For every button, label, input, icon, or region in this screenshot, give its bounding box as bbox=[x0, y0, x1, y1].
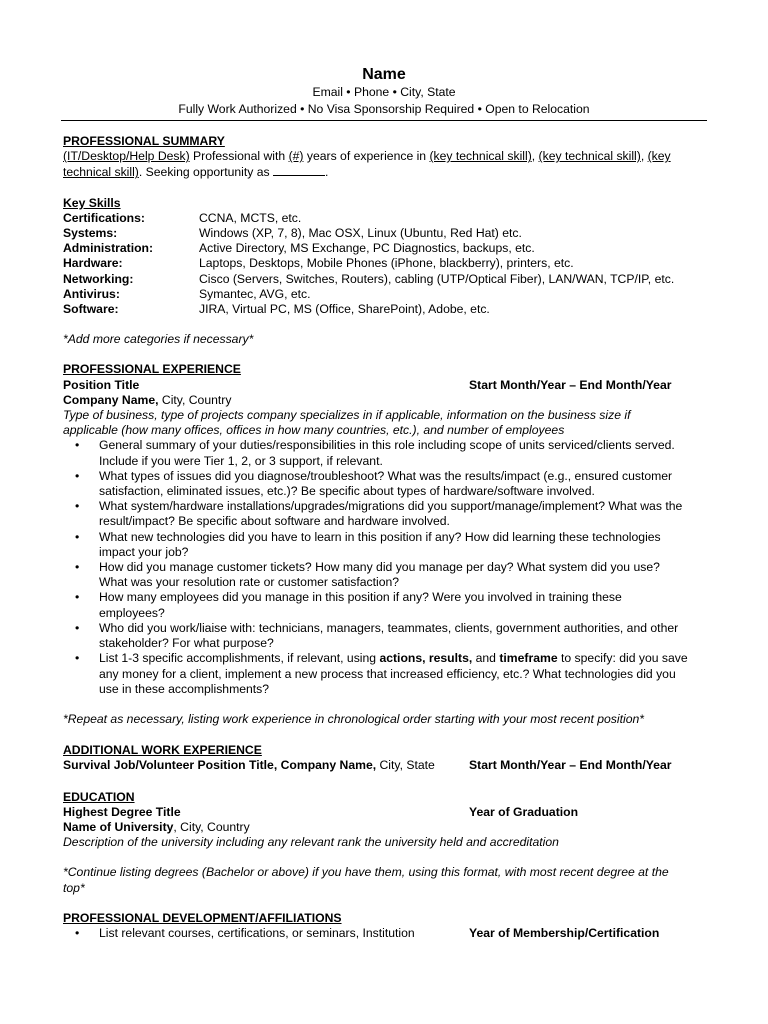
skill-row bbox=[63, 302, 705, 317]
skill-label: Systems: bbox=[63, 226, 118, 241]
skill-value: Laptops, Desktops, Mobile Phones (iPhone, blackberry), printers, etc. bbox=[199, 256, 574, 271]
bullet-line: What was your resolution rate or customer satisfaction? bbox=[99, 575, 400, 590]
university-name: Name of University bbox=[63, 819, 174, 834]
list-item bbox=[63, 499, 705, 529]
company-description-line: Type of business, type of projects company specializes in if applicable, information on the business size if bbox=[63, 408, 631, 423]
additional-position bbox=[63, 758, 435, 773]
list-item bbox=[63, 621, 705, 651]
development-item-text: List relevant courses, certifications, or seminars, Institution bbox=[99, 925, 415, 940]
skill-label: Networking: bbox=[63, 271, 134, 286]
bullet-line: satisfaction, eliminated issues, etc.)? Be specific about types of hardware/software involved. bbox=[99, 484, 595, 499]
contact-line: Email • Phone • City, State bbox=[312, 85, 456, 99]
bullet-emphasis: timeframe bbox=[499, 651, 558, 666]
position-row bbox=[63, 378, 705, 393]
bullet-line: General summary of your duties/responsibilities in this role including scope of units serviced/clients served. bbox=[99, 438, 675, 453]
bullet-text: and bbox=[472, 651, 500, 666]
bullet-icon: • bbox=[75, 651, 80, 666]
summary-skill-1: (key technical skill) bbox=[429, 149, 532, 164]
list-item bbox=[63, 438, 705, 468]
bullet-line: use in these accomplishments? bbox=[99, 681, 270, 696]
spacer bbox=[63, 774, 705, 790]
section-title-education: EDUCATION bbox=[63, 789, 135, 804]
bullet-emphasis: actions, results, bbox=[379, 651, 473, 666]
bullet-line: impact your job? bbox=[99, 544, 189, 559]
skill-value: Active Directory, MS Exchange, PC Diagnostics, backups, etc. bbox=[199, 241, 535, 256]
summary-skill-2: (key technical skill) bbox=[538, 149, 641, 164]
blank-line bbox=[273, 164, 325, 176]
section-title-summary: PROFESSIONAL SUMMARY bbox=[63, 134, 225, 148]
summary-text bbox=[63, 149, 705, 180]
section-title-additional: ADDITIONAL WORK EXPERIENCE bbox=[63, 743, 262, 758]
additional-dates: Start Month/Year – End Month/Year bbox=[469, 758, 672, 773]
spacer bbox=[63, 727, 705, 743]
bullet-icon: • bbox=[75, 499, 80, 514]
bullet-line: Who did you work/liaise with: technicians, managers, teammates, clients, government authorities, and other bbox=[99, 620, 679, 635]
skills-note: *Add more categories if necessary* bbox=[63, 332, 254, 347]
education-note-line: *Continue listing degrees (Bachelor or above) if you have them, using this format, with most recent degree at the bbox=[63, 865, 669, 880]
company-location: City, Country bbox=[158, 392, 232, 407]
skill-label: Administration: bbox=[63, 241, 154, 256]
summary-text-part: , bbox=[640, 149, 648, 164]
spacer bbox=[63, 850, 705, 865]
degree-title: Highest Degree Title bbox=[63, 804, 181, 819]
company-description-line: applicable (how many offices, offices in how many countries, etc.), and number of employees bbox=[63, 423, 565, 438]
bullet-line: result/impact? Be specific about software and hardware involved. bbox=[99, 514, 450, 529]
summary-skill-3b: technical skill) bbox=[63, 165, 139, 180]
summary-role: (IT/Desktop/Help Desk) bbox=[63, 149, 190, 164]
summary-text-part: . Seeking opportunity as bbox=[138, 165, 274, 180]
skill-label: Certifications: bbox=[63, 210, 145, 225]
graduation-year: Year of Graduation bbox=[469, 804, 579, 819]
university-description: Description of the university including any relevant rank the university held and accreditation bbox=[63, 835, 559, 850]
bullet-line: employees? bbox=[99, 605, 165, 620]
bullet-line: How many employees did you manage in this position if any? Were you involved in training these bbox=[99, 590, 622, 605]
spacer bbox=[63, 181, 705, 196]
additional-location: City, State bbox=[376, 758, 435, 773]
skill-row bbox=[63, 256, 705, 271]
position-title: Position Title bbox=[63, 377, 140, 392]
skill-label: Software: bbox=[63, 302, 119, 317]
spacer bbox=[63, 347, 705, 362]
summary-text-part: , bbox=[531, 149, 539, 164]
resume-body bbox=[63, 134, 705, 941]
list-item bbox=[63, 651, 705, 697]
experience-bullets bbox=[63, 438, 705, 696]
bullet-icon: • bbox=[75, 620, 80, 635]
skill-label: Hardware: bbox=[63, 256, 123, 271]
section-title-key-skills: Key Skills bbox=[63, 195, 121, 210]
skill-row bbox=[63, 226, 705, 241]
work-status-line: Fully Work Authorized • No Visa Sponsorship Required • Open to Relocation bbox=[178, 102, 590, 116]
bullet-line: What system/hardware installations/upgrades/migrations did you support/manage/implement? What was the bbox=[99, 499, 683, 514]
bullet-icon: • bbox=[75, 529, 80, 544]
bullet-line: any money for a client, implement a new process that increased efficiency, etc.? What technologies did you bbox=[99, 666, 676, 681]
education-note-line: top* bbox=[63, 880, 85, 895]
summary-text-part: years of experience in bbox=[303, 149, 430, 164]
skill-row bbox=[63, 241, 705, 256]
skill-row bbox=[63, 272, 705, 287]
development-row bbox=[63, 926, 705, 941]
summary-text-part: . bbox=[325, 165, 329, 180]
resume-header bbox=[60, 66, 708, 118]
list-item bbox=[63, 469, 705, 499]
summary-text-part: Professional with bbox=[189, 149, 289, 164]
spacer bbox=[63, 896, 705, 911]
degree-row bbox=[63, 805, 705, 820]
bullet-icon: • bbox=[75, 560, 80, 575]
university-line bbox=[63, 820, 705, 835]
skill-value: JIRA, Virtual PC, MS (Office, SharePoint), Adobe, etc. bbox=[199, 302, 490, 317]
spacer bbox=[63, 697, 705, 712]
skill-value: Cisco (Servers, Switches, Routers), cabling (UTP/Optical Fiber), LAN/WAN, TCP/IP, etc. bbox=[199, 271, 675, 286]
bullet-icon: • bbox=[75, 468, 80, 483]
bullet-text: List 1-3 specific accomplishments, if relevant, using bbox=[99, 651, 380, 666]
development-item bbox=[63, 926, 415, 941]
bullet-line: How did you manage customer tickets? How many did you manage per day? What system did you use? bbox=[99, 560, 660, 575]
section-title-development: PROFESSIONAL DEVELOPMENT/AFFILIATIONS bbox=[63, 910, 342, 925]
list-item bbox=[63, 590, 705, 620]
section-title-experience: PROFESSIONAL EXPERIENCE bbox=[63, 362, 241, 377]
additional-row bbox=[63, 758, 705, 773]
bullet-text: to specify: did you save bbox=[557, 651, 688, 666]
header-divider bbox=[61, 120, 707, 121]
bullet-line: What types of issues did you diagnose/troubleshoot? What was the results/impact (e.g., ensured customer bbox=[99, 468, 673, 483]
company-name: Company Name, bbox=[63, 392, 159, 407]
company-line bbox=[63, 393, 705, 408]
company-description bbox=[63, 408, 705, 438]
spacer bbox=[63, 317, 705, 332]
experience-note: *Repeat as necessary, listing work experience in chronological order starting with your most recent position* bbox=[63, 711, 644, 726]
summary-skill-3a: (key bbox=[647, 149, 671, 164]
list-item bbox=[63, 530, 705, 560]
skill-value: Symantec, AVG, etc. bbox=[199, 286, 311, 301]
list-item bbox=[63, 560, 705, 590]
bullet-line bbox=[99, 651, 705, 666]
position-dates: Start Month/Year – End Month/Year bbox=[469, 377, 672, 392]
bullet-icon: • bbox=[75, 590, 80, 605]
skill-value: CCNA, MCTS, etc. bbox=[199, 210, 302, 225]
bullet-line: What new technologies did you have to learn in this position if any? How did learning these technologies bbox=[99, 529, 661, 544]
university-location: , City, Country bbox=[173, 819, 250, 834]
skill-row bbox=[63, 211, 705, 226]
bullet-icon: • bbox=[75, 925, 80, 940]
bullet-line: stakeholder? For what purpose? bbox=[99, 636, 274, 651]
bullet-line: Include if you were Tier 1, 2, or 3 support, if relevant. bbox=[99, 453, 383, 468]
summary-years: (#) bbox=[288, 149, 304, 164]
development-year: Year of Membership/Certification bbox=[469, 925, 660, 940]
candidate-name: Name bbox=[362, 66, 406, 83]
skills-table bbox=[63, 211, 705, 317]
skill-label: Antivirus: bbox=[63, 286, 120, 301]
education-note bbox=[63, 865, 705, 895]
additional-position-title: Survival Job/Volunteer Position Title, Company Name, bbox=[63, 758, 377, 773]
skill-row bbox=[63, 287, 705, 302]
bullet-icon: • bbox=[75, 438, 80, 453]
skill-value: Windows (XP, 7, 8), Mac OSX, Linux (Ubuntu, Red Hat) etc. bbox=[199, 226, 522, 241]
